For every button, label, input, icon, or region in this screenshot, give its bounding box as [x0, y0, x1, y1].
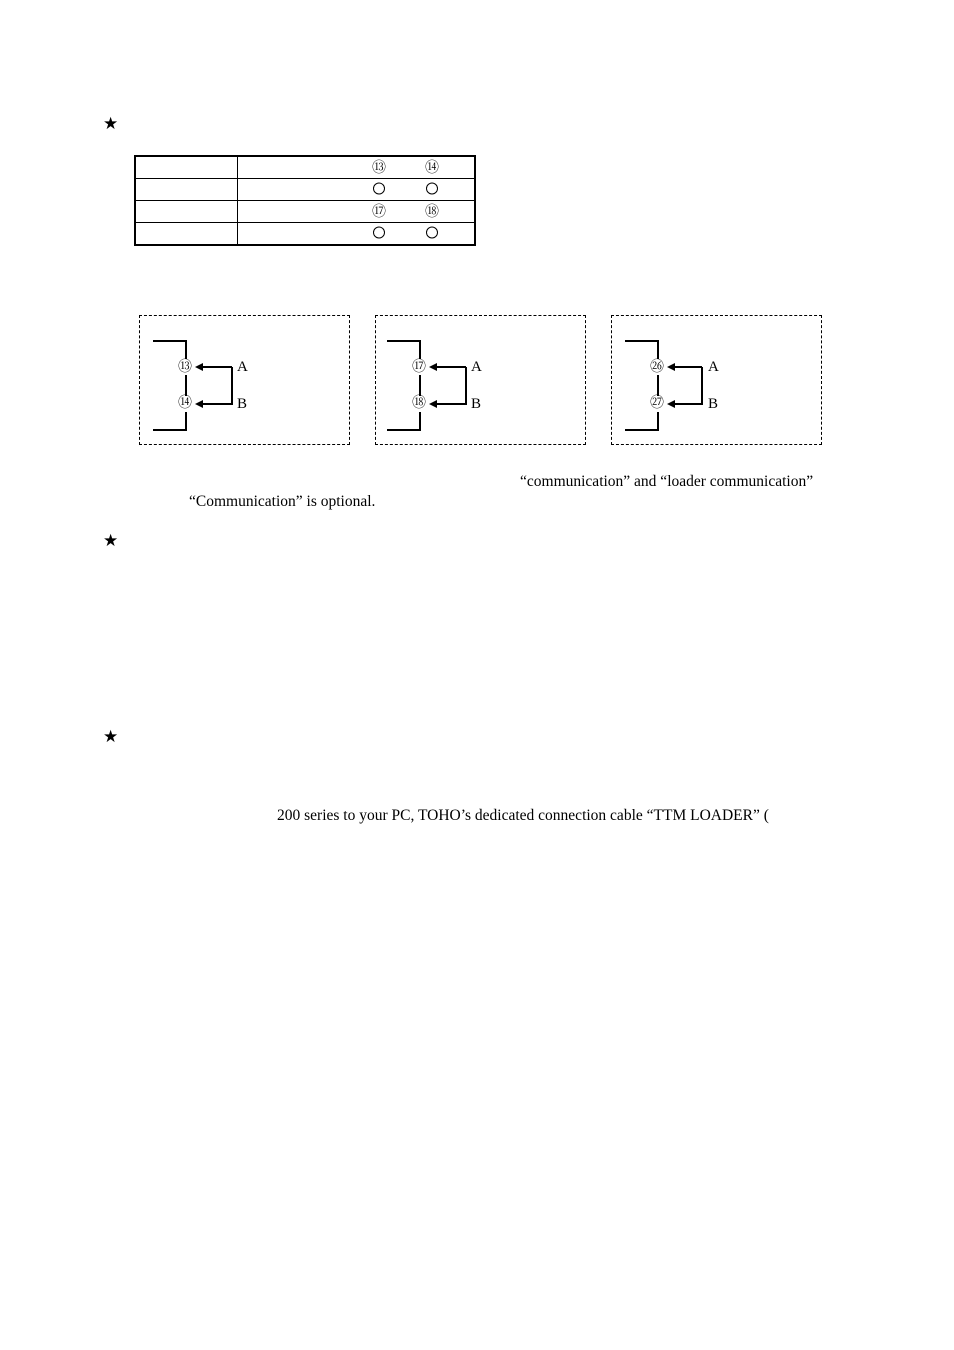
- terminal-number: ⑰: [412, 359, 426, 375]
- terminal-number: ⑰: [372, 203, 386, 220]
- terminal-number: ⑬: [372, 159, 386, 176]
- terminal-number: ⑬: [178, 359, 192, 375]
- wiring-lines: [376, 316, 587, 446]
- table-cell-values: [238, 156, 476, 179]
- table-row: [135, 179, 475, 201]
- terminal-table: [134, 155, 476, 246]
- table-cell-values: [238, 201, 476, 223]
- star-bullet: ★: [103, 114, 119, 134]
- table-cell-label: [135, 156, 238, 179]
- star-bullet: ★: [103, 727, 119, 747]
- table-cell-label: [135, 223, 238, 246]
- wiring-diagram: [375, 315, 586, 445]
- star-bullet: ★: [103, 531, 119, 551]
- terminal-label: B: [708, 396, 719, 412]
- table-cell-label: [135, 179, 238, 201]
- terminal-number: ⑭: [425, 159, 439, 176]
- terminal-label: B: [471, 396, 482, 412]
- terminal-number: ⑭: [178, 395, 192, 411]
- wiring-diagram: [611, 315, 822, 445]
- circle-mark-icon: [373, 226, 385, 241]
- table-cell-label: [135, 201, 238, 223]
- note-line: “Communication” is optional.: [189, 493, 376, 510]
- note-line: “communication” and “loader communication”: [520, 473, 814, 490]
- wiring-diagram: [139, 315, 350, 445]
- circle-mark-icon: [426, 182, 438, 197]
- terminal-number: ⑱: [412, 395, 426, 411]
- terminal-label: A: [237, 359, 248, 375]
- terminal-number: ⑱: [425, 203, 439, 220]
- table-cell-values: [238, 223, 476, 246]
- terminal-number: ㉗: [650, 395, 664, 411]
- table-row: [135, 156, 475, 179]
- loader-paragraph-line: 200 series to your PC, TOHO’s dedicated connection cable “TTM LOADER” (: [277, 807, 769, 824]
- terminal-label: B: [237, 396, 248, 412]
- circle-mark-icon: [426, 226, 438, 241]
- wiring-lines: [612, 316, 823, 446]
- circle-mark-icon: [373, 182, 385, 197]
- table-cell-values: [238, 179, 476, 201]
- table-row: [135, 201, 475, 223]
- wiring-lines: [140, 316, 351, 446]
- terminal-label: A: [708, 359, 719, 375]
- terminal-label: A: [471, 359, 482, 375]
- terminal-number: ㉖: [650, 359, 664, 375]
- table-row: [135, 223, 475, 246]
